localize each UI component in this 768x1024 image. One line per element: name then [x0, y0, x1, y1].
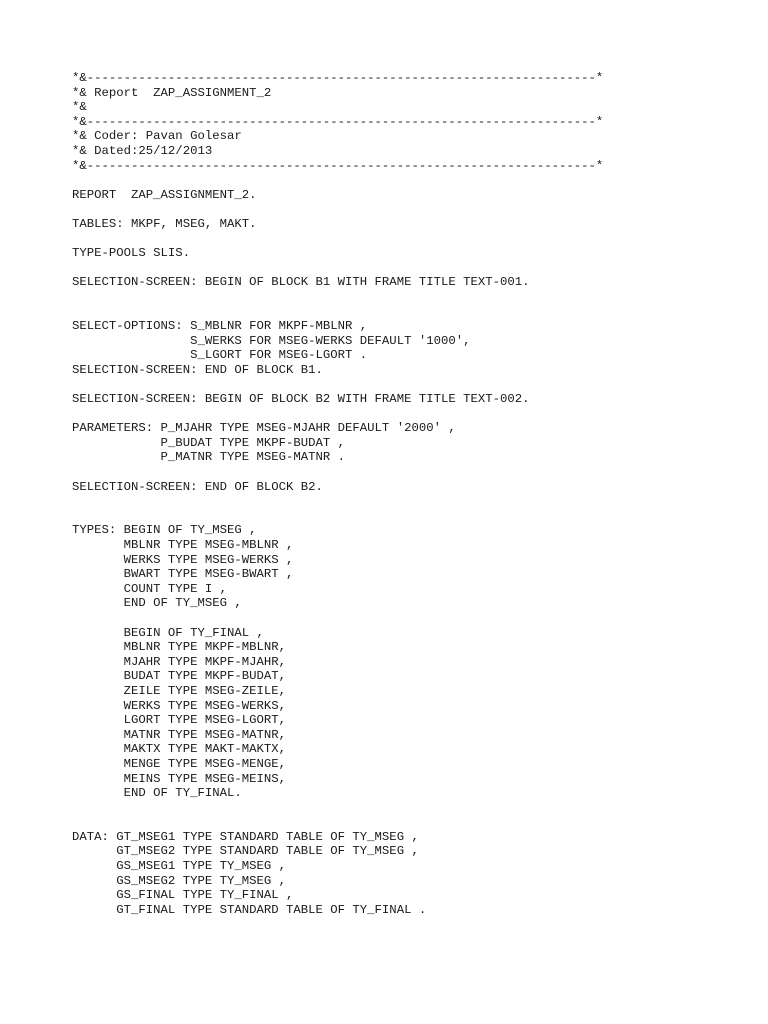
code-line: SELECT-OPTIONS: S_MBLNR FOR MKPF-MBLNR , [72, 319, 368, 334]
blank-line [72, 815, 752, 830]
code-line: MBLNR TYPE MKPF-MBLNR, [72, 640, 287, 655]
code-line: S_WERKS FOR MSEG-WERKS DEFAULT '1000', [72, 333, 471, 348]
blank-line [72, 801, 752, 816]
code-line: P_MATNR TYPE MSEG-MATNR . [72, 450, 346, 465]
code-line: COUNT TYPE I , [72, 581, 227, 596]
code-line: END OF TY_FINAL. [72, 786, 242, 801]
code-line: SELECTION-SCREEN: BEGIN OF BLOCK B1 WITH FRAME TITLE TEXT-001. [72, 275, 530, 290]
code-line: WERKS TYPE MSEG-WERKS , [72, 552, 294, 567]
code-line: WERKS TYPE MSEG-WERKS, [72, 698, 287, 713]
code-line: GT_MSEG2 TYPE STANDARD TABLE OF TY_MSEG , [72, 844, 419, 859]
code-line: MENGE TYPE MSEG-MENGE, [72, 756, 287, 771]
blank-line [72, 407, 752, 422]
code-line: GS_MSEG2 TYPE TY_MSEG , [72, 873, 287, 888]
code-line: P_BUDAT TYPE MKPF-BUDAT , [72, 435, 346, 450]
code-line: BEGIN OF TY_FINAL , [72, 625, 264, 640]
code-line: MAKTX TYPE MAKT-MAKTX, [72, 742, 287, 757]
code-line: BUDAT TYPE MKPF-BUDAT, [72, 669, 287, 684]
code-line: *& Dated:25/12/2013 [72, 143, 213, 158]
code-line: SELECTION-SCREEN: BEGIN OF BLOCK B2 WITH FRAME TITLE TEXT-002. [72, 392, 530, 407]
code-line: *& [72, 100, 87, 115]
blank-line [72, 611, 752, 626]
code-line: REPORT ZAP_ASSIGNMENT_2. [72, 187, 257, 202]
code-line: SELECTION-SCREEN: END OF BLOCK B1. [72, 362, 323, 377]
code-line: GS_MSEG1 TYPE TY_MSEG , [72, 859, 287, 874]
code-line: TYPE-POOLS SLIS. [72, 246, 191, 261]
blank-line [72, 261, 752, 276]
code-line: PARAMETERS: P_MJAHR TYPE MSEG-MJAHR DEFAULT '2000' , [72, 421, 456, 436]
code-line: S_LGORT FOR MSEG-LGORT . [72, 348, 368, 363]
code-line: *&---------------------------------------------------------------------* [72, 158, 604, 173]
blank-line [72, 290, 752, 305]
blank-line [72, 377, 752, 392]
blank-line [72, 232, 752, 247]
code-line: SELECTION-SCREEN: END OF BLOCK B2. [72, 479, 323, 494]
code-line: MATNR TYPE MSEG-MATNR, [72, 727, 287, 742]
code-line: MJAHR TYPE MKPF-MJAHR, [72, 654, 287, 669]
code-line: LGORT TYPE MSEG-LGORT, [72, 713, 287, 728]
code-line: END OF TY_MSEG , [72, 596, 242, 611]
code-line: MEINS TYPE MSEG-MEINS, [72, 771, 287, 786]
code-line: ZEILE TYPE MSEG-ZEILE, [72, 683, 287, 698]
code-line: BWART TYPE MSEG-BWART , [72, 567, 294, 582]
blank-line [72, 202, 752, 217]
blank-line [72, 494, 752, 509]
blank-line [72, 465, 752, 480]
code-line: TABLES: MKPF, MSEG, MAKT. [72, 216, 257, 231]
code-line: GT_FINAL TYPE STANDARD TABLE OF TY_FINAL . [72, 902, 427, 917]
code-line: TYPES: BEGIN OF TY_MSEG , [72, 523, 257, 538]
blank-line [72, 173, 752, 188]
code-document [72, 71, 752, 917]
code-line: *&---------------------------------------------------------------------* [72, 114, 604, 129]
code-line: *& Report ZAP_ASSIGNMENT_2 [72, 85, 272, 100]
code-line: MBLNR TYPE MSEG-MBLNR , [72, 538, 294, 552]
code-line: *&---------------------------------------------------------------------* [72, 71, 604, 85]
code-line: *& Coder: Pavan Golesar [72, 129, 242, 144]
code-line: DATA: GT_MSEG1 TYPE STANDARD TABLE OF TY_MSEG , [72, 829, 419, 844]
code-line: GS_FINAL TYPE TY_FINAL , [72, 888, 294, 903]
blank-line [72, 305, 752, 320]
blank-line [72, 509, 752, 524]
